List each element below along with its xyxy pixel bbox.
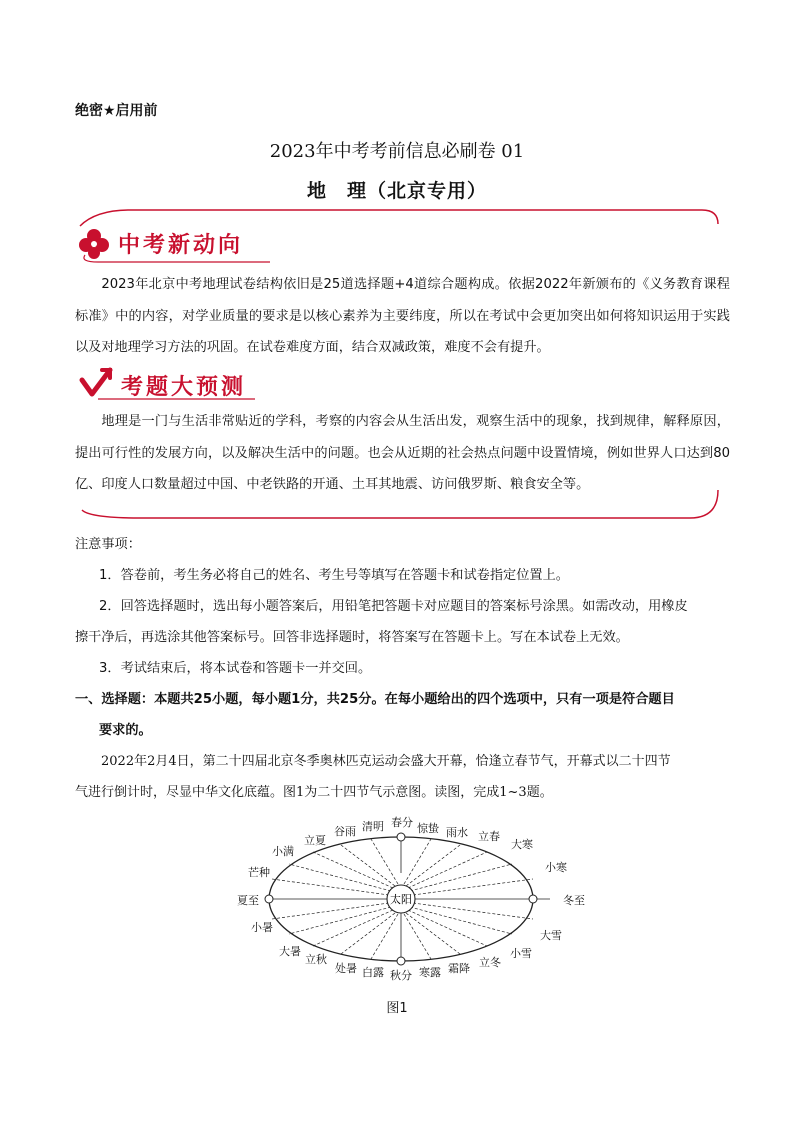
question-intro-line: 2022年2月4日，第二十四届北京冬季奥林匹克运动会盛大开幕，恰逢立春节气，开幕式以二十四节 [101,754,671,769]
confidential-label: 绝密★启用前 [75,103,158,119]
note-item: 2．回答选择题时，选出每小题答案后，用铅笔把答题卡对应题目的答案标号涂黑。如需改动，用橡皮 [99,599,688,614]
section-one-heading: 一、选择题：本题共25小题，每小题1分，共25分。在每小题给出的四个选项中，只有一项是符合题目 [75,692,675,707]
term-label: 惊蛰 [417,822,439,835]
term-label: 夏至 [237,894,259,907]
term-label: 处暑 [335,962,357,975]
term-label: 大寒 [511,838,533,851]
note-item: 3．考试结束后，将本试卷和答题卡一并交回。 [99,661,372,676]
term-label: 寒露 [419,966,441,979]
earth-marker [397,957,405,965]
check-arrow-icon [78,366,114,400]
earth-marker [529,895,537,903]
figure-caption: 图1 [386,1001,408,1016]
term-label: 冬至 [563,894,585,907]
predict-heading: 考题大预测 [121,375,247,400]
term-label: 春分 [391,816,413,829]
term-label: 小暑 [251,921,273,934]
earth-marker [397,833,405,841]
term-label: 立秋 [305,953,327,966]
subject-title: 地 理（北京专用） [306,180,487,202]
predict-paragraph: 地理是一门与生活非常贴近的学科，考察的内容会从生活出发，观察生活中的现象，找到规律，解释原因，提出可行性的发展方向，以及解决生活中的问题。也会从近期的社会热点问题中设置情境，例如世界人口达到80亿、印度人口数量超过中国、中老铁路的开通、土耳其地震、访问俄罗斯、粮食安全等。 [75,414,730,492]
term-label: 清明 [362,820,384,833]
term-label: 大雪 [540,929,562,942]
term-label: 谷雨 [334,825,356,838]
term-label: 立春 [478,830,500,843]
term-label: 立夏 [304,834,326,847]
term-label: 小满 [272,845,294,858]
clover-icon [78,228,110,260]
question-intro [75,746,735,808]
note-item: 擦干净后，再选涂其他答案标号。回答非选择题时，将答案写在答题卡上。写在本试卷上无效。 [75,630,629,645]
trend-heading: 中考新动向 [118,233,244,258]
term-label: 秋分 [390,969,412,982]
term-label: 立冬 [479,956,501,969]
term-label: 小雪 [510,947,532,960]
solar-terms-diagram [237,812,590,990]
notes-label: 注意事项： [75,537,141,552]
question-intro-line: 气进行倒计时，尽显中华文化底蕴。图1为二十四节气示意图。读图，完成1~3题。 [75,785,553,800]
term-label: 霜降 [448,962,470,975]
trend-paragraph: 2023年北京中考地理试卷结构依旧是25道选择题+4道综合题构成。依据2022年新颁布的《义务教育课程标准》中的内容，对学业质量的要求是以核心素养为主要纬度，所以在考试中会更加突出如何将知识运用于实践以及对地理学习方法的巩固。在试卷难度方面，结合双减政策，难度不会有提升。 [75,277,730,355]
term-label: 雨水 [446,826,468,839]
term-label: 芒种 [248,866,270,879]
earth-marker [265,895,273,903]
term-label: 小寒 [545,861,567,874]
term-label: 白露 [362,966,384,979]
exam-title: 2023年中考考前信息必刷卷 01 [269,141,525,162]
sun-label: 太阳 [390,893,412,906]
notes-block [75,529,735,746]
term-label: 大暑 [279,945,301,958]
section-one-heading-cont: 要求的。 [99,723,152,738]
note-item: 1．答卷前，考生务必将自己的姓名、考生号等填写在答题卡和试卷指定位置上。 [99,568,569,583]
